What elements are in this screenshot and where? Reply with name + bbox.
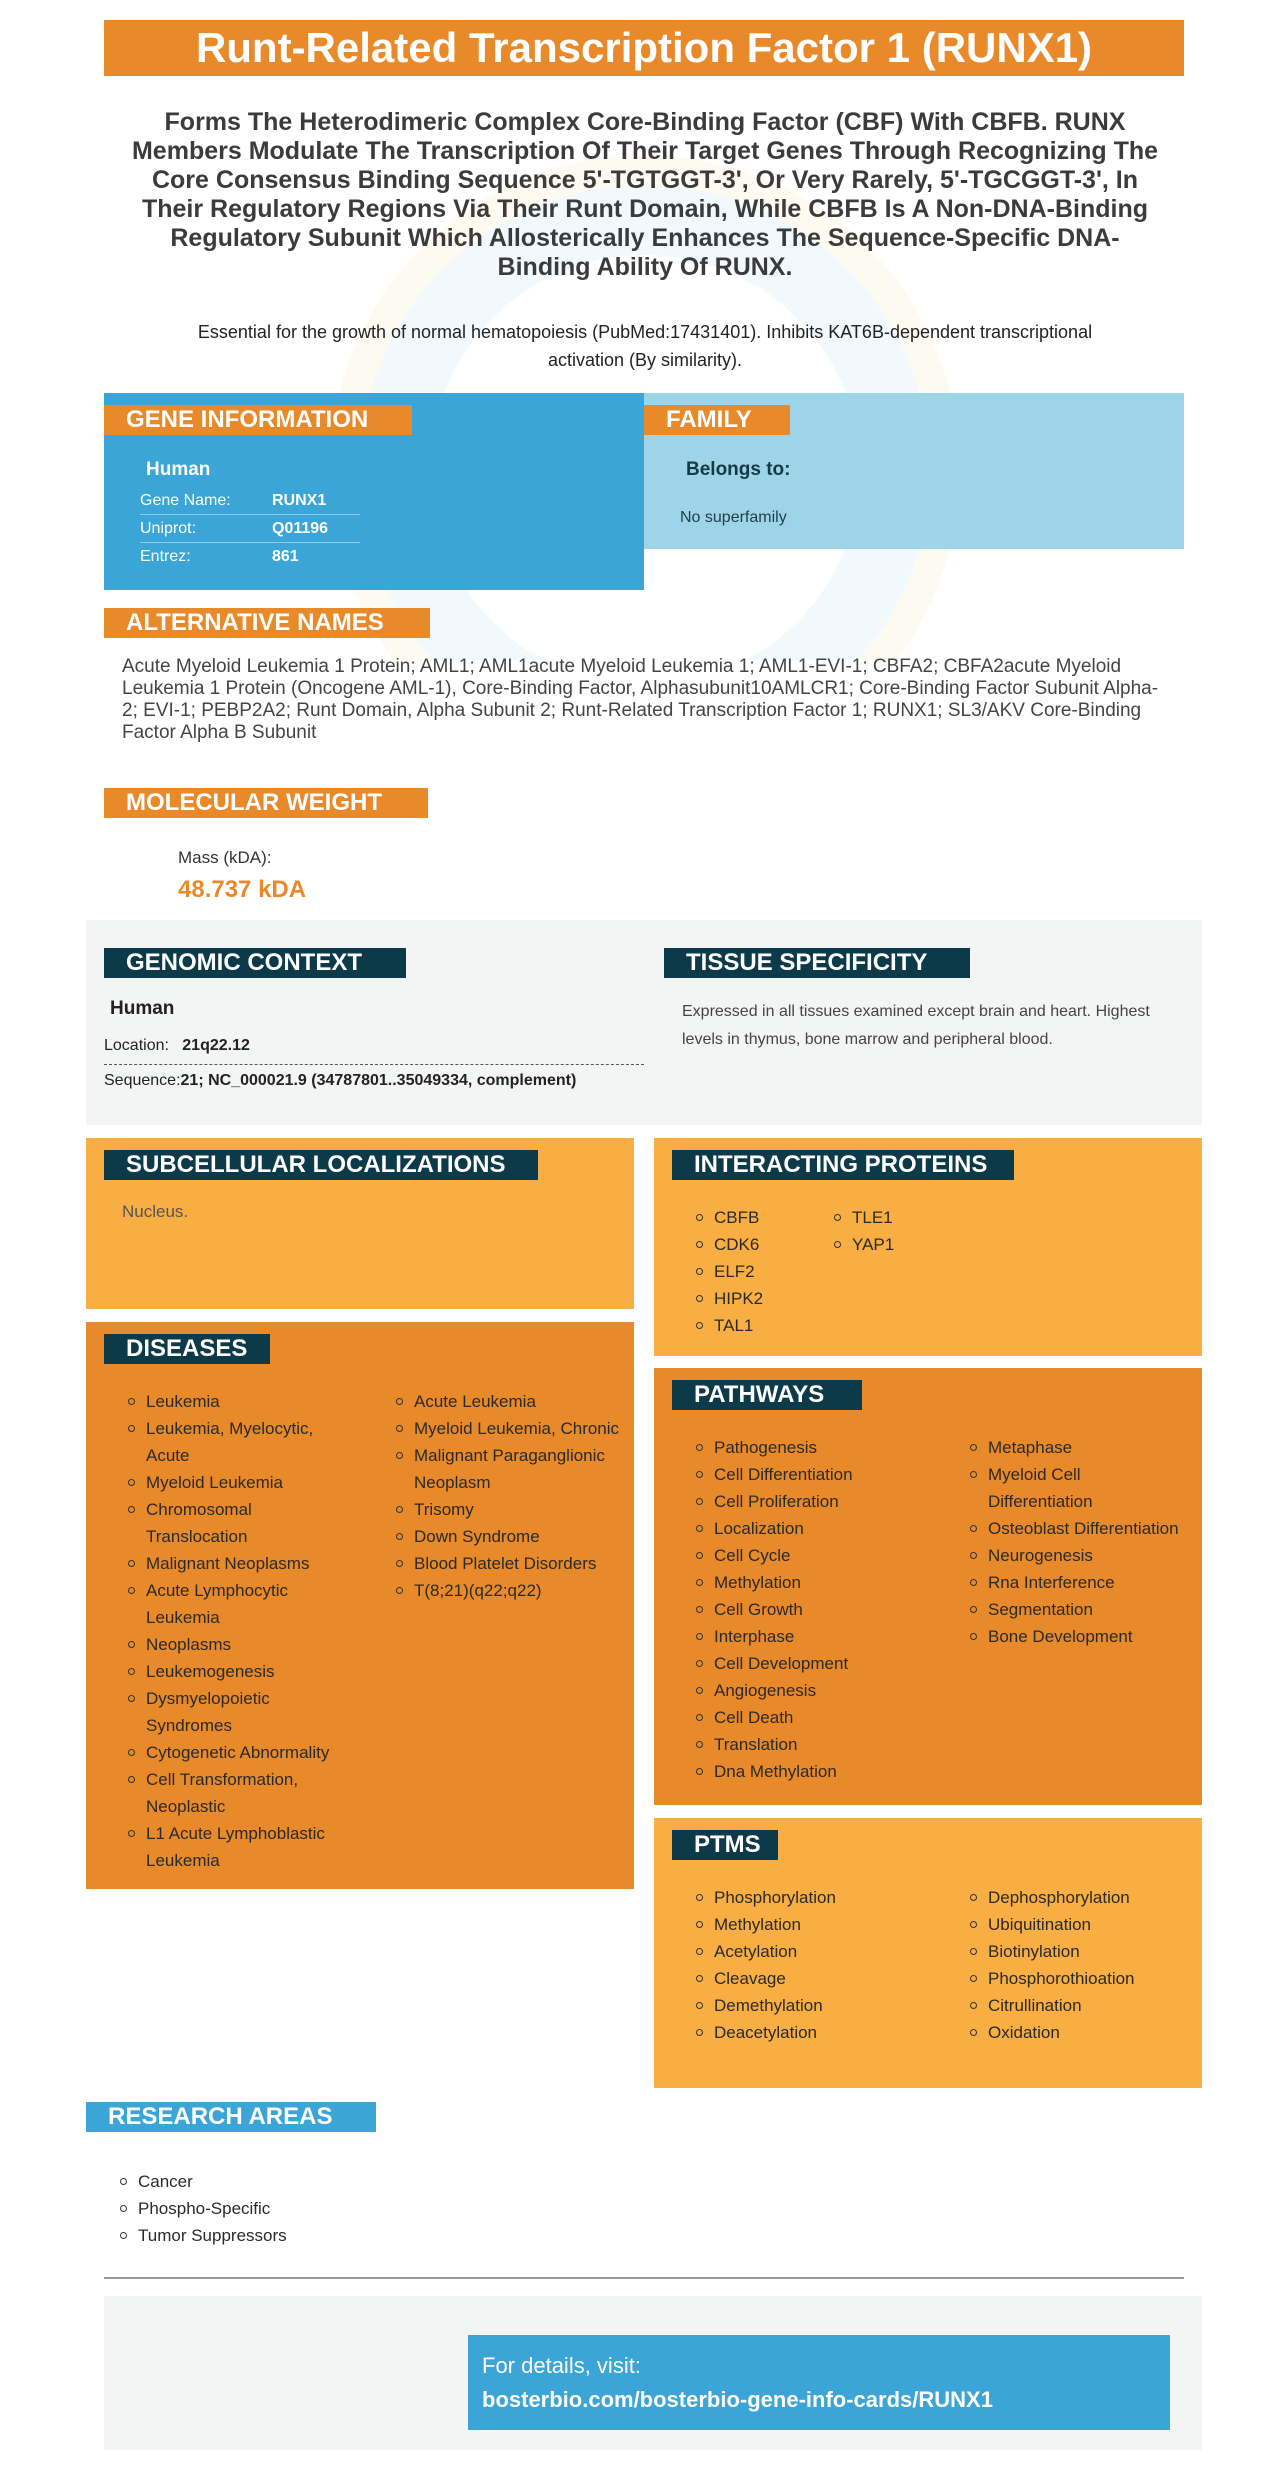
research-areas-header: RESEARCH AREAS (86, 2102, 376, 2132)
list-item: CDK6 (694, 1231, 763, 1258)
list-item: Myeloid Leukemia, Chronic (394, 1415, 624, 1442)
location-value: 21q22.12 (182, 1037, 250, 1054)
diseases-list-2 (394, 1388, 624, 1604)
list-item: Cell Proliferation (694, 1488, 944, 1515)
alternative-names-text: Acute Myeloid Leukemia 1 Protein; AML1; AML1acute Myeloid Leukemia 1; AML1-EVI-1; CBFA2; CBFA2acute Myeloid Leukemia 1 Protein (Oncogene AML-1), Core-Binding Factor, Alphasubunit10AMLCR1; Core-Binding Factor Subunit Alpha-2; EVI-1; PEBP2A2; Runt Domain, Alpha Subunit 2; Runt-Related Transcription Factor 1; RUNX1; SL3/AKV Core-Binding Factor Alpha B Subunit (122, 656, 1159, 743)
interacting-list-2 (832, 1204, 894, 1258)
list-item: Cell Growth (694, 1596, 944, 1623)
list-item: Cell Cycle (694, 1542, 944, 1569)
pathways-header: PATHWAYS (672, 1380, 862, 1410)
list-item: Leukemia (126, 1388, 356, 1415)
page-title: Runt-Related Transcription Factor 1 (RUNX1) (104, 20, 1184, 76)
list-item: Neoplasms (126, 1631, 356, 1658)
gene-name-label: Gene Name: (140, 492, 231, 509)
interacting-proteins-header: INTERACTING PROTEINS (672, 1150, 1014, 1180)
subcellular-panel (86, 1138, 634, 1309)
details-link[interactable] (468, 2335, 1170, 2430)
list-item: TAL1 (694, 1312, 763, 1339)
list-item: Blood Platelet Disorders (394, 1550, 624, 1577)
pathways-list-1 (694, 1434, 944, 1785)
gene-info-table (140, 487, 360, 571)
list-item: Angiogenesis (694, 1677, 944, 1704)
list-item: Methylation (694, 1911, 944, 1938)
pathways-panel (654, 1368, 1202, 1805)
ptms-list-2 (968, 1884, 1188, 2046)
mass-label: Mass (kDA): (178, 848, 272, 867)
ptms-header: PTMS (672, 1830, 778, 1860)
list-item: T(8;21)(q22;q22) (394, 1577, 624, 1604)
sequence-label: Sequence: (104, 1072, 181, 1089)
entrez-value: 861 (272, 548, 299, 565)
list-item: Citrullination (968, 1992, 1188, 2019)
list-item: Neurogenesis (968, 1542, 1188, 1569)
list-item: Acute Leukemia (394, 1388, 624, 1415)
molecular-weight-header: MOLECULAR WEIGHT (104, 788, 428, 818)
tissue-specificity-text: Expressed in all tissues examined except brain and heart. Highest levels in thymus, bone marrow and peripheral blood. (682, 1003, 1150, 1048)
function-summary: Forms The Heterodimeric Complex Core-Binding Factor (CBF) With CBFB. RUNX Members Modulate The Transcription Of Their Target Genes Through Recognizing The Core Consensus Binding Sequence 5'-TGTGGT-3', Or Very Rarely, 5'-TGCGGT-3', In Their Regulatory Regions Via Their Runt Domain, While CBFB Is A Non-DNA-Binding Regulatory Subunit Which Allosterically Enhances The Sequence-Specific DNA-Binding Ability Of RUNX. (131, 108, 1159, 281)
list-item: Localization (694, 1515, 944, 1542)
list-item: Translation (694, 1731, 944, 1758)
research-areas-list (118, 2168, 287, 2249)
sequence-value: 21; NC_000021.9 (34787801..35049334, complement) (180, 1072, 577, 1089)
family-header: FAMILY (644, 405, 790, 435)
details-url[interactable]: bosterbio.com/bosterbio-gene-info-cards/RUNX1 (482, 2387, 993, 2412)
uniprot-label: Uniprot: (140, 520, 197, 537)
footer-divider (104, 2277, 1184, 2279)
gene-species: Human (146, 459, 211, 480)
list-item: TLE1 (832, 1204, 894, 1231)
list-item: Ubiquitination (968, 1911, 1188, 1938)
list-item: Phospho-Specific (118, 2195, 287, 2222)
gene-information-panel (104, 393, 644, 590)
list-item: Dephosphorylation (968, 1884, 1188, 1911)
list-item: Cytogenetic Abnormality (126, 1739, 356, 1766)
list-item: Phosphorylation (694, 1884, 944, 1911)
list-item: Pathogenesis (694, 1434, 944, 1461)
genomic-location-row (104, 1037, 644, 1065)
genomic-species: Human (110, 998, 175, 1019)
list-item: HIPK2 (694, 1285, 763, 1312)
diseases-list-1 (126, 1388, 356, 1874)
list-item: ELF2 (694, 1258, 763, 1285)
ptms-list-1 (694, 1884, 944, 2046)
list-item: Metaphase (968, 1434, 1188, 1461)
family-panel (644, 393, 1184, 549)
list-item: CBFB (694, 1204, 763, 1231)
list-item: Acetylation (694, 1938, 944, 1965)
list-item: Cell Transformation, Neoplastic (126, 1766, 356, 1820)
list-item: Bone Development (968, 1623, 1188, 1650)
family-belongs-label: Belongs to: (686, 459, 791, 480)
list-item: Demethylation (694, 1992, 944, 2019)
gene-information-header: GENE INFORMATION (104, 405, 412, 435)
uniprot-row (140, 515, 360, 543)
list-item: Osteoblast Differentiation (968, 1515, 1188, 1542)
ptms-panel (654, 1818, 1202, 2088)
function-note: Essential for the growth of normal hematopoiesis (PubMed:17431401). Inhibits KAT6B-dependent transcriptional activation (By similarity). (197, 322, 1093, 370)
list-item: Trisomy (394, 1496, 624, 1523)
list-item: Cleavage (694, 1965, 944, 1992)
diseases-header: DISEASES (104, 1334, 270, 1364)
mass-value: 48.737 kDA (178, 876, 307, 903)
list-item: Leukemogenesis (126, 1658, 356, 1685)
details-label: For details, visit: (482, 2353, 641, 2378)
list-item: Myeloid Leukemia (126, 1469, 356, 1496)
genomic-sequence-row (104, 1072, 644, 1090)
genomic-context-header: GENOMIC CONTEXT (104, 948, 406, 978)
list-item: YAP1 (832, 1231, 894, 1258)
list-item: Cell Development (694, 1650, 944, 1677)
alternative-names-header: ALTERNATIVE NAMES (104, 608, 430, 638)
entrez-label: Entrez: (140, 548, 191, 565)
interacting-list-1 (694, 1204, 763, 1339)
list-item: Leukemia, Myelocytic, Acute (126, 1415, 356, 1469)
list-item: Rna Interference (968, 1569, 1188, 1596)
location-label: Location: (104, 1037, 169, 1054)
list-item: L1 Acute Lymphoblastic Leukemia (126, 1820, 356, 1874)
diseases-panel (86, 1322, 634, 1889)
list-item: Dna Methylation (694, 1758, 944, 1785)
subcellular-text: Nucleus. (122, 1202, 189, 1221)
entrez-row (140, 543, 360, 571)
list-item: Malignant Neoplasms (126, 1550, 356, 1577)
list-item: Dysmyelopoietic Syndromes (126, 1685, 356, 1739)
subcellular-header: SUBCELLULAR LOCALIZATIONS (104, 1150, 538, 1180)
list-item: Myeloid Cell Differentiation (968, 1461, 1188, 1515)
list-item: Oxidation (968, 2019, 1188, 2046)
uniprot-value: Q01196 (272, 520, 329, 537)
list-item: Deacetylation (694, 2019, 944, 2046)
list-item: Malignant Paraganglionic Neoplasm (394, 1442, 624, 1496)
list-item: Segmentation (968, 1596, 1188, 1623)
gene-name-value: RUNX1 (272, 492, 327, 509)
pathways-list-2 (968, 1434, 1188, 1650)
list-item: Biotinylation (968, 1938, 1188, 1965)
list-item: Chromosomal Translocation (126, 1496, 356, 1550)
list-item: Cancer (118, 2168, 287, 2195)
list-item: Cell Differentiation (694, 1461, 944, 1488)
list-item: Phosphorothioation (968, 1965, 1188, 1992)
family-value: No superfamily (680, 509, 787, 526)
list-item: Acute Lymphocytic Leukemia (126, 1577, 356, 1631)
list-item: Tumor Suppressors (118, 2222, 287, 2249)
genomic-tissue-section (86, 920, 1202, 1125)
tissue-specificity-header: TISSUE SPECIFICITY (664, 948, 970, 978)
list-item: Cell Death (694, 1704, 944, 1731)
list-item: Interphase (694, 1623, 944, 1650)
gene-name-row (140, 487, 360, 515)
list-item: Methylation (694, 1569, 944, 1596)
interacting-proteins-panel (654, 1138, 1202, 1356)
list-item: Down Syndrome (394, 1523, 624, 1550)
